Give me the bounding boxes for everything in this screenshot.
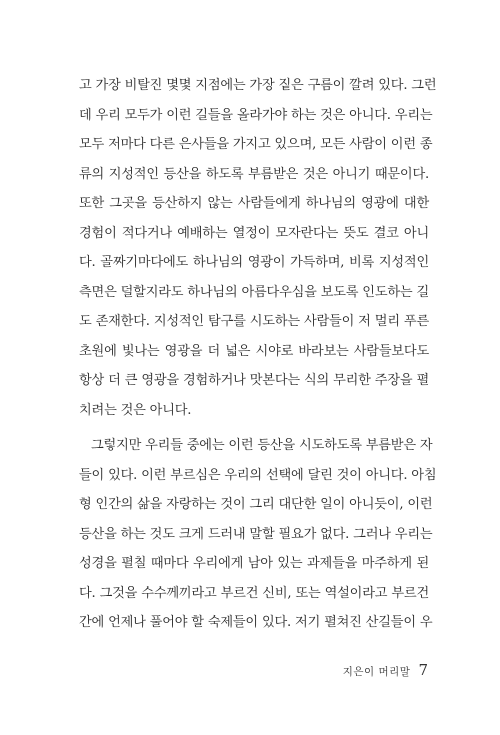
text-line: 다. 그것을 수수께끼라고 부르건 신비, 또는 역설이라고 부르건 (79, 585, 429, 601)
text-line: 등산을 하는 것도 크게 드러내 말할 필요가 없다. 그러나 우리는 (79, 526, 433, 542)
text-line: 모두 저마다 다른 은사들을 가지고 있으며, 모든 사람이 이런 종 (79, 137, 433, 152)
text-line: 데 우리 모두가 이런 길들을 올라가야 하는 것은 아니다. 우리는 (79, 107, 433, 123)
text-line: 고 가장 비탈진 몇몇 지점에는 가장 짙은 구름이 깔려 있다. 그런 (79, 78, 437, 93)
page-footer (343, 661, 428, 679)
text-line: 치려는 것은 아니다. (79, 402, 192, 418)
text-line: 측면은 덜할지라도 하나님의 아름다우심을 보도록 인도하는 길 (79, 284, 429, 300)
paragraph-2 (79, 431, 437, 638)
paragraph-1 (79, 71, 437, 425)
text-line: 또한 그곳을 등산하지 않는 사람들에게 하나님의 영광에 대한 (79, 196, 429, 211)
text-line: 다. 골짜기마다에도 하나님의 영광이 가득하며, 비록 지성적인 (79, 255, 429, 270)
text-line-indented: 그렇지만 우리들 중에는 이런 등산을 시도하도록 부름받은 자 (91, 438, 433, 453)
text-line: 항상 더 큰 영광을 경험하거나 맛본다는 식의 무리한 주장을 펼 (79, 373, 429, 388)
running-head: 지은이 머리말 (342, 666, 411, 678)
text-line: 도 존재한다. 지성적인 탐구를 시도하는 사람들이 저 멀리 푸른 (79, 314, 429, 329)
text-line: 류의 지성적인 등산을 하도록 부름받은 것은 아니기 때문이다. (79, 166, 429, 182)
text-line: 성경을 펼칠 때마다 우리에게 남아 있는 과제들을 마주하게 된 (79, 556, 429, 571)
text-line: 간에 언제나 풀어야 할 숙제들이 있다. 저기 펼쳐진 산길들이 우 (79, 615, 433, 630)
body-text (79, 71, 437, 638)
text-line: 형 인간의 삶을 자랑하는 것이 그리 대단한 일이 아니듯이, 이런 (79, 497, 433, 512)
text-line: 들이 있다. 이런 부르심은 우리의 선택에 달린 것이 아니다. 아침 (79, 467, 437, 483)
text-line: 경험이 적다거나 예배하는 열정이 모자란다는 뜻도 결코 아니 (79, 225, 429, 241)
page-number: 7 (418, 661, 428, 679)
text-line: 초원에 빛나는 영광을 더 넓은 시야로 바라보는 사람들보다도 (79, 343, 429, 359)
